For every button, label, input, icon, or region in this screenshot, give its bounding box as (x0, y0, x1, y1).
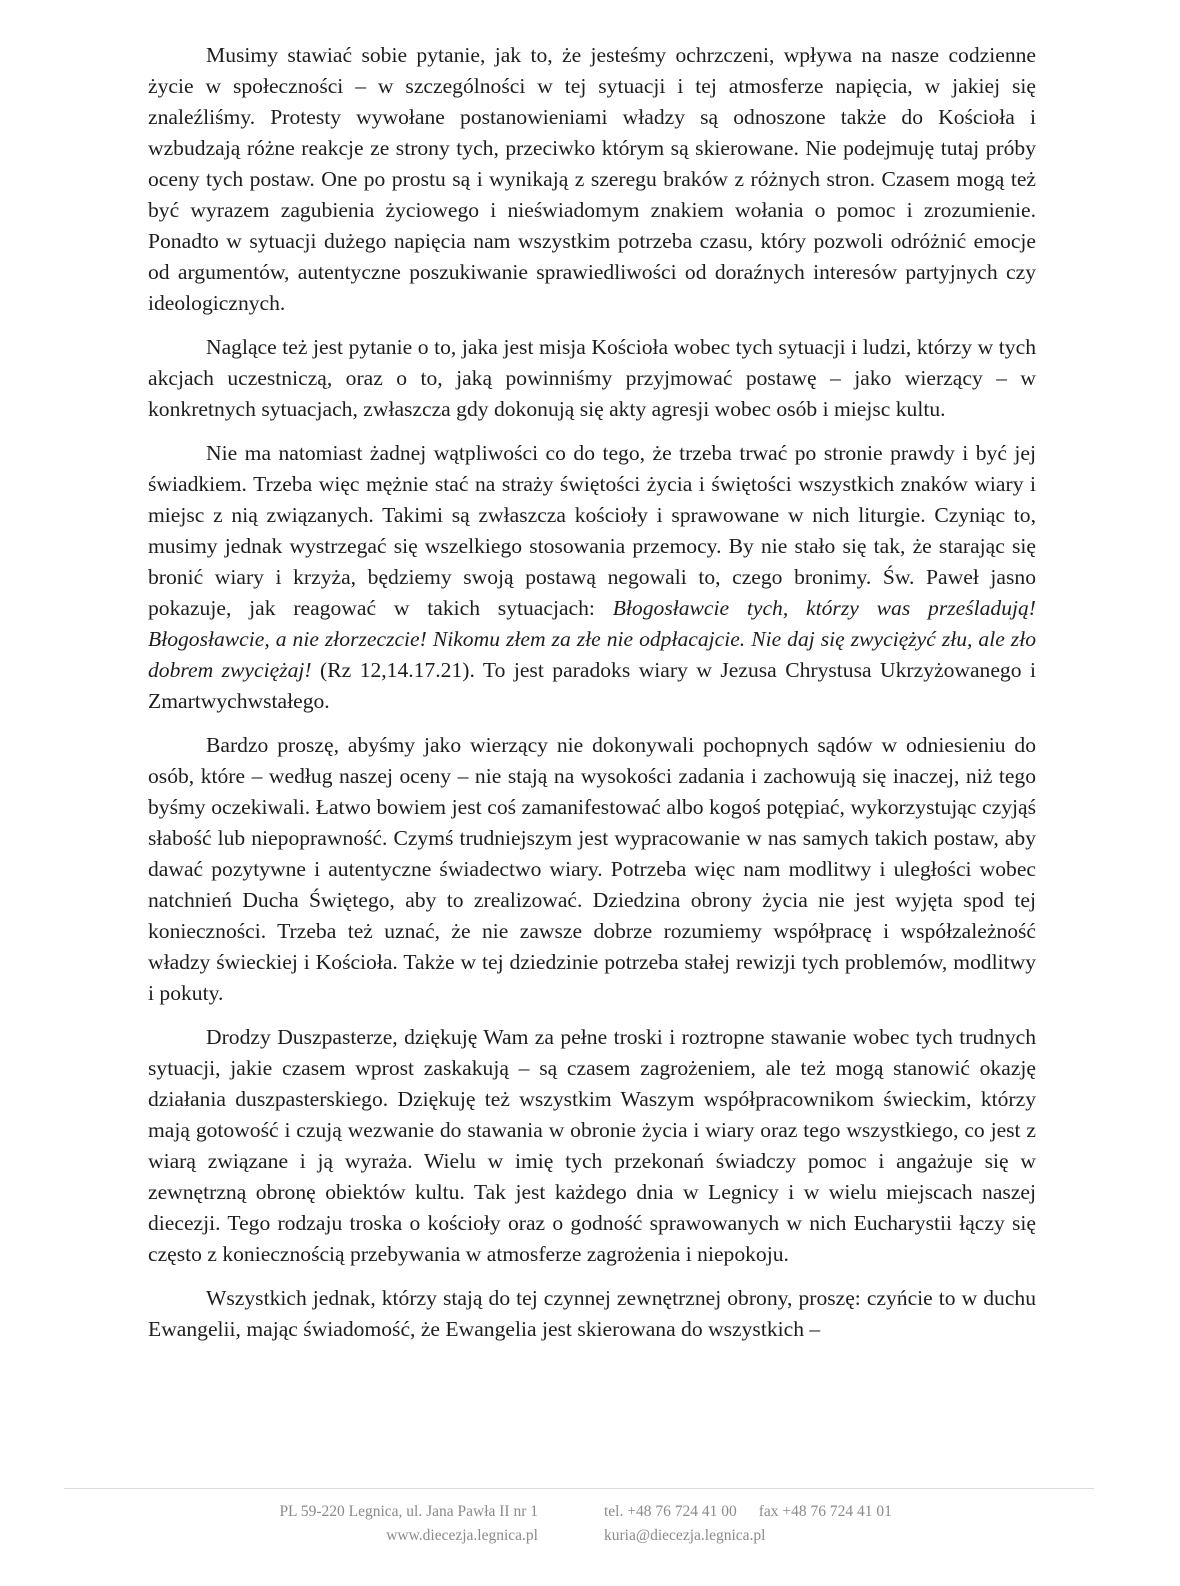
paragraph-3-text: Nie ma natomiast żadnej wątpliwości co do tego, że trzeba trwać po stronie prawdy i być jej świadkiem. Trzeba więc mężnie stać na straży świętości życia i świętości wszystkich znaków wiary i miejsc z nią związanych. Takimi są zwłaszcza kościoły i sprawowane w nich liturgie. Czyniąc to, musimy jednak wystrzegać się wszelkiego stosowania przemocy. By nie stało się tak, że starając się bronić wiary i krzyża, będziemy swoją postawą negowali to, czego bronimy. Św. Paweł jasno pokazuje, jak reagować w takich sytuacjach: (148, 441, 1036, 620)
footer-right (604, 1500, 892, 1548)
scripture-quote: Błogosławcie tych, którzy was prześladują! Błogosławcie, a nie złorzeczcie! Nikomu złem za złe nie odpłacajcie. Nie daj się zwyciężyć złu, ale zło dobrem zwyciężaj! (148, 596, 1036, 682)
paragraph-1: Musimy stawiać sobie pytanie, jak to, że jesteśmy ochrzczeni, wpływa na nasze codzienne życie w społeczności – w szczególności w tej sytuacji i tej atmosferze napięcia, w jakiej się znaleźliśmy. Protesty wywołane postanowieniami władzy są odnoszone także do Kościoła i wzbudzają różne reakcje ze strony tych, przeciwko którym są skierowane. Nie podejmuję tutaj próby oceny tych postaw. One po prostu są i wynikają z szeregu braków z różnych stron. Czasem mogą też być wyrazem zagubienia życiowego i nieświadomym znakiem wołania o pomoc i zrozumienie. Ponadto w sytuacji dużego napięcia nam wszystkim potrzeba czasu, który pozwoli odróżnić emocje od argumentów, autentyczne poszukiwanie sprawiedliwości od doraźnych interesów partyjnych czy ideologicznych. (148, 43, 1036, 315)
footer-phone: tel. +48 76 724 41 00 (604, 1503, 737, 1520)
paragraph-2: Naglące też jest pytanie o to, jaka jest misja Kościoła wobec tych sytuacji i ludzi, którzy w tych akcjach uczestniczą, oraz o to, jaką powinniśmy przyjmować postawę – jako wierzący – w konkretnych sytuacjach, zwłaszcza gdy dokonują się akty agresji wobec osób i miejsc kultu. (148, 335, 1036, 421)
footer-website[interactable]: www.diecezja.legnica.pl (386, 1527, 538, 1544)
scripture-reference: (Rz 12,14.17.21). To jest paradoks wiary w Jezusa Chrystusa Ukrzyżowanego i Zmartwychwstałego. (148, 658, 1036, 713)
letter-body (148, 40, 1036, 1345)
paragraph-4: Bardzo proszę, abyśmy jako wierzący nie dokonywali pochopnych sądów w odniesieniu do osób, które – według naszej oceny – nie stają na wysokości zadania i zachowują się inaczej, niż tego byśmy oczekiwali. Łatwo bowiem jest coś zamanifestować albo kogoś potępiać, wykorzystując czyjąś słabość lub niepoprawność. Czymś trudniejszym jest wypracowanie w nas samych takich postaw, aby dawać pozytywne i autentyczne świadectwo wiary. Potrzeba więc nam modlitwy i uległości wobec natchnień Ducha Świętego, aby to zrealizować. Dziedzina obrony życia nie jest wyjęta spod tej konieczności. Trzeba też uznać, że nie zawsze dobrze rozumiemy współpracę i współzależność władzy świeckiej i Kościoła. Także w tej dziedzinie potrzeba stałej rewizji tych problemów, modlitwy i pokuty. (148, 733, 1036, 1005)
footer-phone-fax (604, 1500, 892, 1524)
footer-divider (64, 1488, 1094, 1489)
paragraph-6: Wszystkich jednak, którzy stają do tej czynnej zewnętrznej obrony, proszę: czyńcie to w duchu Ewangelii, mając świadomość, że Ewangelia jest skierowana do wszystkich – (148, 1286, 1036, 1341)
footer-left (279, 1500, 538, 1548)
paragraph-5: Drodzy Duszpasterze, dziękuję Wam za pełne troski i roztropne stawanie wobec tych trudnych sytuacji, jakie czasem wprost zaskakują – są czasem zagrożeniem, ale też mogą stanowić okazję działania duszpasterskiego. Dziękuję też wszystkim Waszym współpracownikom świeckim, którzy mają gotowość i czują wezwanie do stawania w obronie życia i wiary oraz tego wszystkiego, co jest z wiarą związane i ją wyraża. Wielu w imię tych przekonań świadczy pomoc i angażuje się w zewnętrzną obronę obiektów kultu. Tak jest każdego dnia w Legnicy i w wielu miejscach naszej diecezji. Tego rodzaju troska o kościoły oraz o godność sprawowanych w nich Eucharystii łączy się często z koniecznością przebywania w atmosferze zagrożenia i niepokoju. (148, 1025, 1036, 1266)
paragraph-3 (148, 438, 1036, 717)
footer-address: PL 59-220 Legnica, ul. Jana Pawła II nr 1 (279, 1503, 538, 1520)
footer-fax: fax +48 76 724 41 01 (758, 1503, 892, 1520)
footer-email[interactable]: kuria@diecezja.legnica.pl (604, 1527, 766, 1544)
